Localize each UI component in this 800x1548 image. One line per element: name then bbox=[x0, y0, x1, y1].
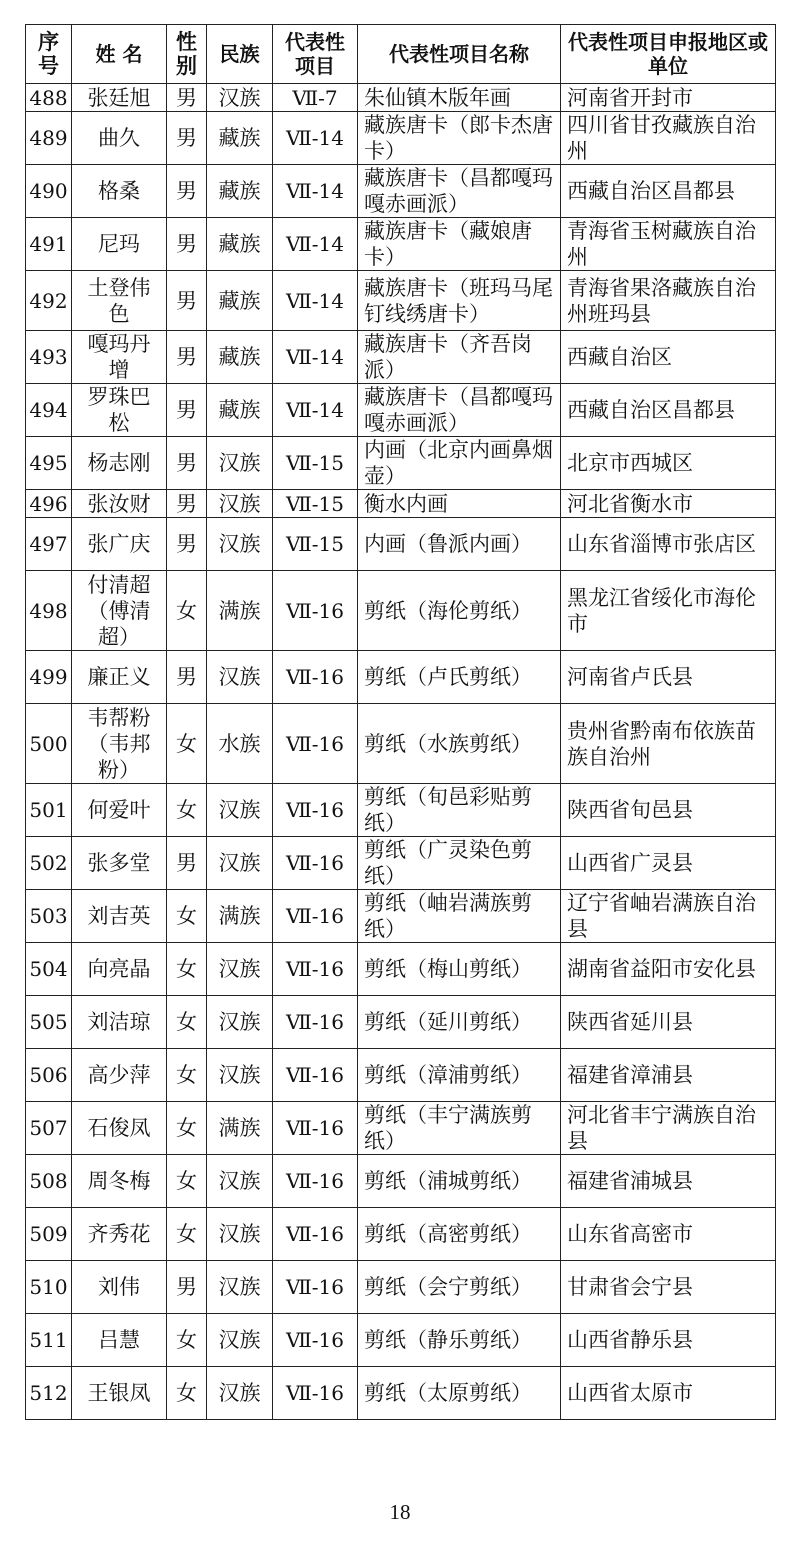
table-row bbox=[26, 943, 776, 996]
cell-name: 杨志刚 bbox=[72, 437, 167, 490]
cell-no: 495 bbox=[26, 437, 72, 490]
cell-project: 剪纸（卢氏剪纸） bbox=[358, 651, 561, 704]
cell-ethnicity: 满族 bbox=[207, 1102, 273, 1155]
cell-gender: 男 bbox=[167, 437, 207, 490]
cell-area: 四川省甘孜藏族自治州 bbox=[561, 112, 776, 165]
cell-name: 吕慧 bbox=[72, 1314, 167, 1367]
header-project: 代表性项目名称 bbox=[358, 25, 561, 84]
cell-no: 491 bbox=[26, 218, 72, 271]
cell-name: 张广庆 bbox=[72, 518, 167, 571]
table-row bbox=[26, 271, 776, 331]
cell-category: Ⅶ-15 bbox=[273, 518, 358, 571]
cell-no: 492 bbox=[26, 271, 72, 331]
table-row bbox=[26, 490, 776, 518]
cell-ethnicity: 汉族 bbox=[207, 1367, 273, 1420]
cell-project: 剪纸（漳浦剪纸） bbox=[358, 1049, 561, 1102]
cell-gender: 女 bbox=[167, 1208, 207, 1261]
cell-category: Ⅶ-16 bbox=[273, 1155, 358, 1208]
table-row bbox=[26, 1155, 776, 1208]
cell-no: 488 bbox=[26, 84, 72, 112]
cell-category: Ⅶ-16 bbox=[273, 890, 358, 943]
page-number: 18 bbox=[389, 1500, 411, 1524]
cell-project: 藏族唐卡（昌都嘎玛嘎赤画派） bbox=[358, 165, 561, 218]
cell-project: 藏族唐卡（郎卡杰唐卡） bbox=[358, 112, 561, 165]
cell-ethnicity: 满族 bbox=[207, 571, 273, 651]
cell-area: 山西省太原市 bbox=[561, 1367, 776, 1420]
table-row bbox=[26, 218, 776, 271]
cell-area: 黑龙江省绥化市海伦市 bbox=[561, 571, 776, 651]
cell-category: Ⅶ-14 bbox=[273, 384, 358, 437]
cell-ethnicity: 汉族 bbox=[207, 84, 273, 112]
cell-category: Ⅶ-16 bbox=[273, 996, 358, 1049]
cell-gender: 男 bbox=[167, 84, 207, 112]
cell-category: Ⅶ-16 bbox=[273, 704, 358, 784]
cell-category: Ⅶ-16 bbox=[273, 837, 358, 890]
cell-name: 韦帮粉（韦邦粉） bbox=[72, 704, 167, 784]
cell-area: 山西省静乐县 bbox=[561, 1314, 776, 1367]
cell-ethnicity: 汉族 bbox=[207, 1049, 273, 1102]
table-row bbox=[26, 1208, 776, 1261]
table-row bbox=[26, 1314, 776, 1367]
cell-area: 河北省丰宁满族自治县 bbox=[561, 1102, 776, 1155]
header-gender: 性别 bbox=[167, 25, 207, 84]
cell-category: Ⅶ-15 bbox=[273, 437, 358, 490]
cell-name: 刘吉英 bbox=[72, 890, 167, 943]
cell-ethnicity: 汉族 bbox=[207, 784, 273, 837]
cell-category: Ⅶ-14 bbox=[273, 165, 358, 218]
header-category: 代表性项目 bbox=[273, 25, 358, 84]
cell-ethnicity: 汉族 bbox=[207, 1314, 273, 1367]
cell-area: 陕西省旬邑县 bbox=[561, 784, 776, 837]
cell-ethnicity: 藏族 bbox=[207, 112, 273, 165]
table-row bbox=[26, 1261, 776, 1314]
cell-no: 510 bbox=[26, 1261, 72, 1314]
cell-no: 497 bbox=[26, 518, 72, 571]
table-body bbox=[26, 84, 776, 1420]
cell-project: 衡水内画 bbox=[358, 490, 561, 518]
cell-project: 内画（鲁派内画） bbox=[358, 518, 561, 571]
cell-ethnicity: 汉族 bbox=[207, 1155, 273, 1208]
cell-category: Ⅶ-16 bbox=[273, 1261, 358, 1314]
cell-ethnicity: 汉族 bbox=[207, 437, 273, 490]
cell-area: 福建省漳浦县 bbox=[561, 1049, 776, 1102]
cell-area: 北京市西城区 bbox=[561, 437, 776, 490]
cell-ethnicity: 藏族 bbox=[207, 384, 273, 437]
cell-project: 剪纸（旬邑彩贴剪纸） bbox=[358, 784, 561, 837]
cell-category: Ⅶ-14 bbox=[273, 218, 358, 271]
cell-gender: 女 bbox=[167, 943, 207, 996]
cell-ethnicity: 满族 bbox=[207, 890, 273, 943]
cell-ethnicity: 汉族 bbox=[207, 1208, 273, 1261]
cell-no: 504 bbox=[26, 943, 72, 996]
cell-name: 土登伟色 bbox=[72, 271, 167, 331]
cell-project: 剪纸（广灵染色剪纸） bbox=[358, 837, 561, 890]
cell-ethnicity: 藏族 bbox=[207, 218, 273, 271]
cell-gender: 女 bbox=[167, 704, 207, 784]
header-no: 序号 bbox=[26, 25, 72, 84]
table-row bbox=[26, 84, 776, 112]
cell-category: Ⅶ-16 bbox=[273, 1367, 358, 1420]
cell-ethnicity: 汉族 bbox=[207, 943, 273, 996]
cell-area: 陕西省延川县 bbox=[561, 996, 776, 1049]
cell-name: 刘伟 bbox=[72, 1261, 167, 1314]
cell-gender: 男 bbox=[167, 837, 207, 890]
cell-no: 502 bbox=[26, 837, 72, 890]
cell-gender: 女 bbox=[167, 784, 207, 837]
cell-category: Ⅶ-16 bbox=[273, 1049, 358, 1102]
cell-project: 剪纸（太原剪纸） bbox=[358, 1367, 561, 1420]
cell-project: 剪纸（水族剪纸） bbox=[358, 704, 561, 784]
cell-gender: 女 bbox=[167, 1367, 207, 1420]
table-row bbox=[26, 437, 776, 490]
cell-project: 剪纸（岫岩满族剪纸） bbox=[358, 890, 561, 943]
table-row bbox=[26, 165, 776, 218]
table-row bbox=[26, 571, 776, 651]
cell-gender: 女 bbox=[167, 1314, 207, 1367]
cell-no: 489 bbox=[26, 112, 72, 165]
cell-area: 青海省果洛藏族自治州班玛县 bbox=[561, 271, 776, 331]
cell-project: 内画（北京内画鼻烟壶） bbox=[358, 437, 561, 490]
cell-area: 河南省开封市 bbox=[561, 84, 776, 112]
cell-category: Ⅶ-16 bbox=[273, 1102, 358, 1155]
cell-category: Ⅶ-16 bbox=[273, 1314, 358, 1367]
cell-area: 山东省淄博市张店区 bbox=[561, 518, 776, 571]
cell-ethnicity: 藏族 bbox=[207, 331, 273, 384]
cell-name: 付清超（傅清超） bbox=[72, 571, 167, 651]
cell-project: 剪纸（浦城剪纸） bbox=[358, 1155, 561, 1208]
table-row bbox=[26, 651, 776, 704]
table-row bbox=[26, 331, 776, 384]
cell-no: 507 bbox=[26, 1102, 72, 1155]
cell-category: Ⅶ-16 bbox=[273, 651, 358, 704]
cell-category: Ⅶ-16 bbox=[273, 1208, 358, 1261]
cell-name: 张多堂 bbox=[72, 837, 167, 890]
cell-gender: 男 bbox=[167, 384, 207, 437]
table-row bbox=[26, 837, 776, 890]
table-row bbox=[26, 704, 776, 784]
cell-gender: 男 bbox=[167, 331, 207, 384]
cell-project: 剪纸（延川剪纸） bbox=[358, 996, 561, 1049]
cell-no: 493 bbox=[26, 331, 72, 384]
cell-ethnicity: 汉族 bbox=[207, 490, 273, 518]
cell-gender: 女 bbox=[167, 996, 207, 1049]
cell-no: 503 bbox=[26, 890, 72, 943]
table-row bbox=[26, 1049, 776, 1102]
cell-category: Ⅶ-16 bbox=[273, 943, 358, 996]
cell-name: 齐秀花 bbox=[72, 1208, 167, 1261]
table-row bbox=[26, 1367, 776, 1420]
cell-no: 511 bbox=[26, 1314, 72, 1367]
cell-no: 496 bbox=[26, 490, 72, 518]
cell-category: Ⅶ-16 bbox=[273, 784, 358, 837]
cell-name: 张廷旭 bbox=[72, 84, 167, 112]
cell-name: 王银凤 bbox=[72, 1367, 167, 1420]
cell-name: 何爱叶 bbox=[72, 784, 167, 837]
cell-no: 498 bbox=[26, 571, 72, 651]
cell-name: 向亮晶 bbox=[72, 943, 167, 996]
cell-area: 山东省高密市 bbox=[561, 1208, 776, 1261]
cell-name: 格桑 bbox=[72, 165, 167, 218]
inheritors-table bbox=[25, 24, 776, 1420]
table-row bbox=[26, 996, 776, 1049]
cell-category: Ⅶ-14 bbox=[273, 271, 358, 331]
cell-gender: 女 bbox=[167, 890, 207, 943]
cell-ethnicity: 汉族 bbox=[207, 1261, 273, 1314]
cell-ethnicity: 汉族 bbox=[207, 518, 273, 571]
cell-gender: 男 bbox=[167, 1261, 207, 1314]
cell-gender: 男 bbox=[167, 271, 207, 331]
table-row bbox=[26, 384, 776, 437]
cell-name: 尼玛 bbox=[72, 218, 167, 271]
cell-no: 490 bbox=[26, 165, 72, 218]
cell-area: 河北省衡水市 bbox=[561, 490, 776, 518]
header-ethnicity: 民族 bbox=[207, 25, 273, 84]
cell-category: Ⅶ-16 bbox=[273, 571, 358, 651]
cell-area: 湖南省益阳市安化县 bbox=[561, 943, 776, 996]
cell-area: 甘肃省会宁县 bbox=[561, 1261, 776, 1314]
cell-name: 刘洁琼 bbox=[72, 996, 167, 1049]
table-row bbox=[26, 518, 776, 571]
cell-name: 曲久 bbox=[72, 112, 167, 165]
table-row bbox=[26, 784, 776, 837]
cell-no: 508 bbox=[26, 1155, 72, 1208]
cell-project: 剪纸（静乐剪纸） bbox=[358, 1314, 561, 1367]
cell-ethnicity: 汉族 bbox=[207, 651, 273, 704]
cell-gender: 女 bbox=[167, 1102, 207, 1155]
cell-no: 499 bbox=[26, 651, 72, 704]
cell-category: Ⅶ-7 bbox=[273, 84, 358, 112]
cell-ethnicity: 藏族 bbox=[207, 165, 273, 218]
cell-area: 贵州省黔南布依族苗族自治州 bbox=[561, 704, 776, 784]
cell-no: 506 bbox=[26, 1049, 72, 1102]
cell-project: 藏族唐卡（班玛马尾钉线绣唐卡） bbox=[358, 271, 561, 331]
cell-name: 张汝财 bbox=[72, 490, 167, 518]
cell-ethnicity: 藏族 bbox=[207, 271, 273, 331]
cell-name: 罗珠巴松 bbox=[72, 384, 167, 437]
cell-project: 藏族唐卡（藏娘唐卡） bbox=[358, 218, 561, 271]
cell-project: 藏族唐卡（齐吾岗派） bbox=[358, 331, 561, 384]
cell-gender: 男 bbox=[167, 218, 207, 271]
header-row bbox=[26, 25, 776, 84]
cell-gender: 男 bbox=[167, 112, 207, 165]
cell-ethnicity: 水族 bbox=[207, 704, 273, 784]
cell-category: Ⅶ-15 bbox=[273, 490, 358, 518]
cell-gender: 男 bbox=[167, 518, 207, 571]
cell-name: 嘎玛丹增 bbox=[72, 331, 167, 384]
cell-ethnicity: 汉族 bbox=[207, 996, 273, 1049]
cell-no: 500 bbox=[26, 704, 72, 784]
cell-project: 剪纸（高密剪纸） bbox=[358, 1208, 561, 1261]
cell-area: 福建省浦城县 bbox=[561, 1155, 776, 1208]
cell-no: 509 bbox=[26, 1208, 72, 1261]
cell-project: 藏族唐卡（昌都嘎玛嘎赤画派） bbox=[358, 384, 561, 437]
cell-area: 青海省玉树藏族自治州 bbox=[561, 218, 776, 271]
table-row bbox=[26, 890, 776, 943]
cell-gender: 男 bbox=[167, 165, 207, 218]
cell-project: 剪纸（梅山剪纸） bbox=[358, 943, 561, 996]
table-row bbox=[26, 112, 776, 165]
cell-project: 朱仙镇木版年画 bbox=[358, 84, 561, 112]
cell-gender: 女 bbox=[167, 571, 207, 651]
cell-no: 505 bbox=[26, 996, 72, 1049]
cell-name: 高少萍 bbox=[72, 1049, 167, 1102]
cell-no: 512 bbox=[26, 1367, 72, 1420]
cell-area: 西藏自治区昌都县 bbox=[561, 384, 776, 437]
cell-name: 周冬梅 bbox=[72, 1155, 167, 1208]
cell-category: Ⅶ-14 bbox=[273, 112, 358, 165]
cell-area: 山西省广灵县 bbox=[561, 837, 776, 890]
cell-area: 河南省卢氏县 bbox=[561, 651, 776, 704]
cell-area: 辽宁省岫岩满族自治县 bbox=[561, 890, 776, 943]
cell-gender: 男 bbox=[167, 651, 207, 704]
table-row bbox=[26, 1102, 776, 1155]
header-name: 姓 名 bbox=[72, 25, 167, 84]
cell-category: Ⅶ-14 bbox=[273, 331, 358, 384]
cell-name: 廉正义 bbox=[72, 651, 167, 704]
cell-no: 494 bbox=[26, 384, 72, 437]
cell-area: 西藏自治区昌都县 bbox=[561, 165, 776, 218]
cell-name: 石俊凤 bbox=[72, 1102, 167, 1155]
cell-no: 501 bbox=[26, 784, 72, 837]
cell-ethnicity: 汉族 bbox=[207, 837, 273, 890]
cell-project: 剪纸（海伦剪纸） bbox=[358, 571, 561, 651]
cell-gender: 女 bbox=[167, 1155, 207, 1208]
cell-project: 剪纸（丰宁满族剪纸） bbox=[358, 1102, 561, 1155]
cell-project: 剪纸（会宁剪纸） bbox=[358, 1261, 561, 1314]
header-area: 代表性项目申报地区或单位 bbox=[561, 25, 776, 84]
cell-area: 西藏自治区 bbox=[561, 331, 776, 384]
cell-gender: 男 bbox=[167, 490, 207, 518]
cell-gender: 女 bbox=[167, 1049, 207, 1102]
